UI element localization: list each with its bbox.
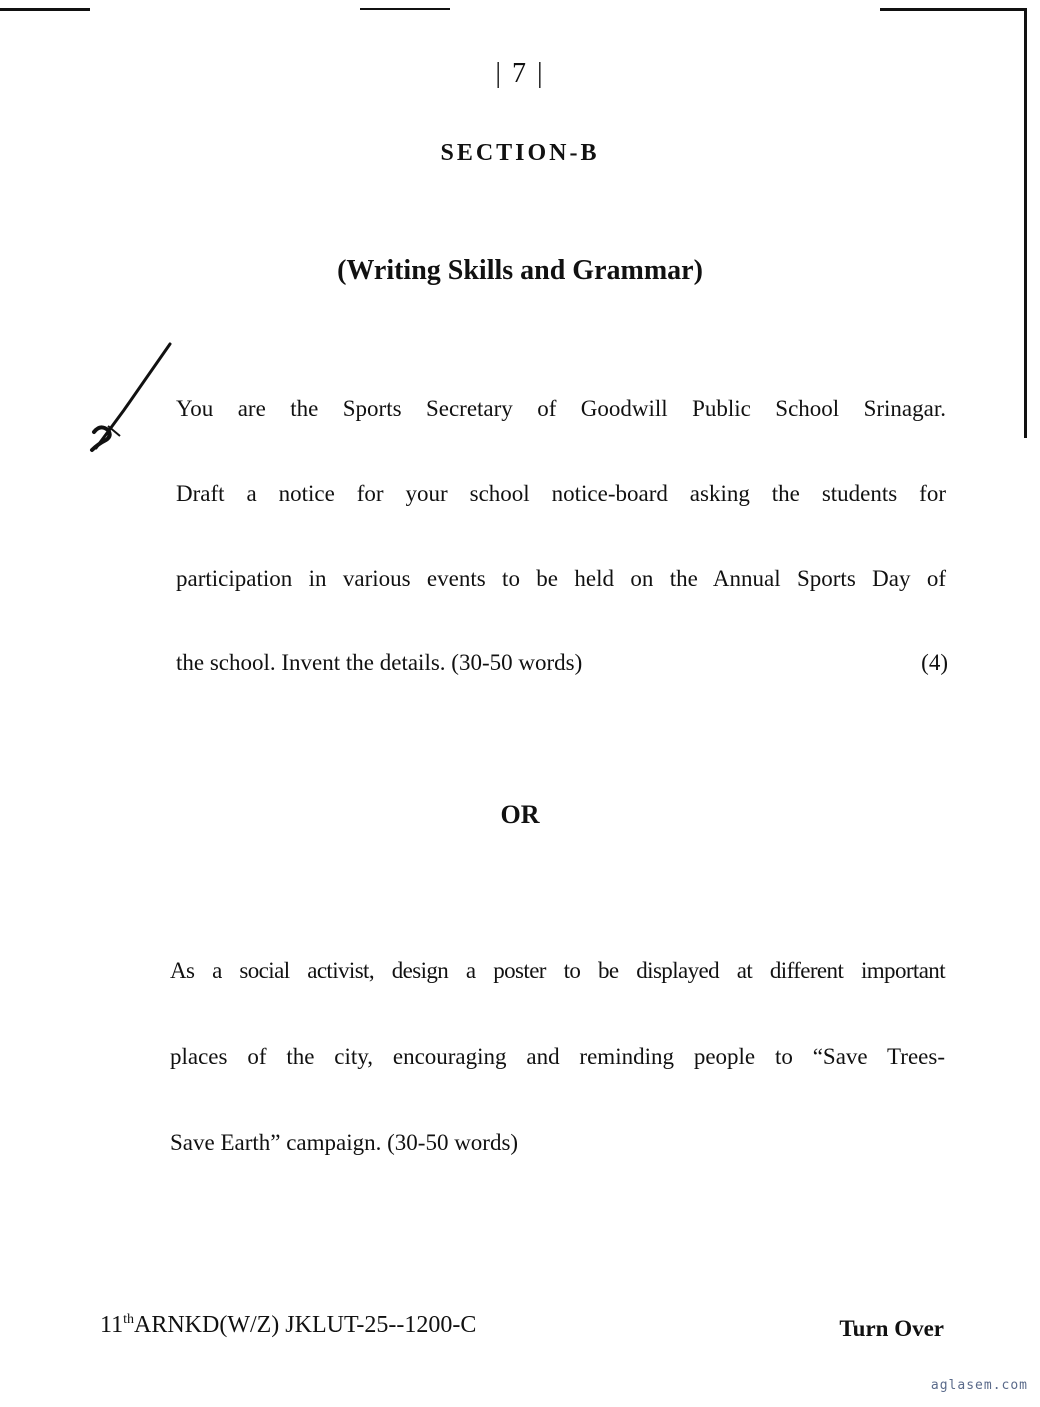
paper-code-rest: ARNKD(W/Z) JKLUT-25--1200-C xyxy=(134,1312,477,1338)
top-rule-center xyxy=(360,8,450,10)
section-title: SECTION-B xyxy=(440,140,600,166)
question-a-line-4: the school. Invent the details. (30-50 words) xyxy=(176,650,583,675)
question-b-line-3: Save Earth” campaign. (30-50 words) xyxy=(170,1130,519,1155)
question-a-line-3: participation in various events to be held on the Annual Sports Day of xyxy=(176,566,946,591)
top-rule-left xyxy=(0,8,90,11)
section-subtitle: (Writing Skills and Grammar) xyxy=(337,255,703,286)
question-b-line-1: As a social activist, design a poster to be displayed at different important xyxy=(170,958,945,983)
paper-code xyxy=(100,1312,476,1339)
paper-code-superscript: th xyxy=(123,1312,134,1327)
question-b-line-2: places of the city, encouraging and reminding people to “Save Trees- xyxy=(170,1044,945,1069)
top-rule-right xyxy=(880,8,1026,11)
watermark: aglasem.com xyxy=(930,1378,1028,1393)
question-a-line-1: You are the Sports Secretary of Goodwill Public School Srinagar. xyxy=(176,396,946,421)
paper-code-prefix: 11 xyxy=(100,1312,124,1338)
question-a-line-2: Draft a notice for your school notice-board asking the students for xyxy=(176,481,946,506)
turn-over-label: Turn Over xyxy=(839,1316,944,1341)
pen-tick-mark xyxy=(84,340,184,460)
question-a-marks: (4) xyxy=(921,650,948,675)
or-separator: OR xyxy=(500,800,540,829)
page-number: | 7 | xyxy=(495,58,545,89)
